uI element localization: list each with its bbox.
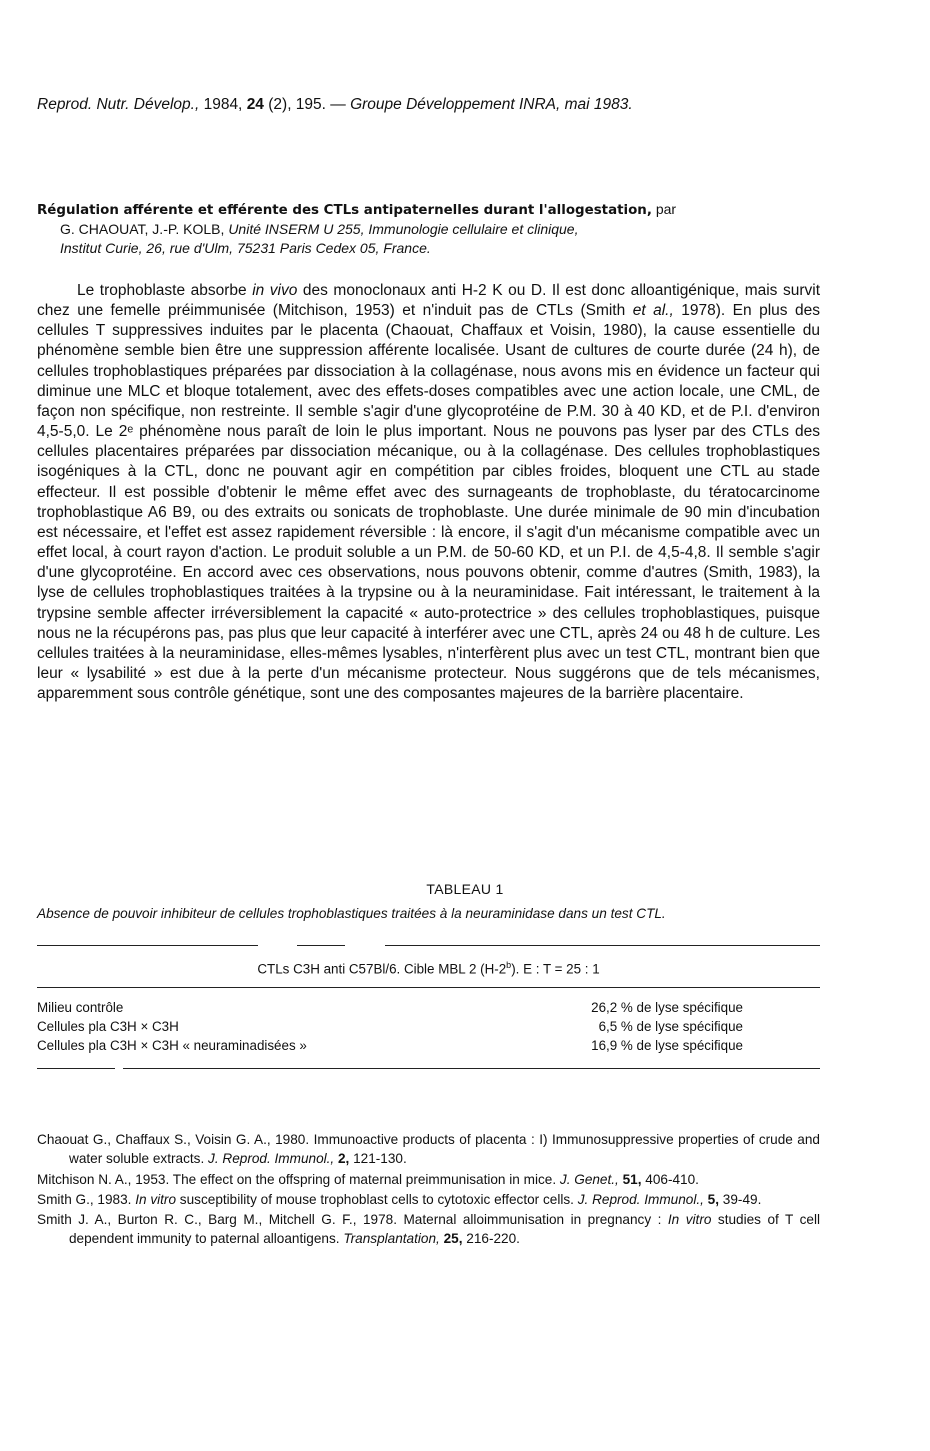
references bbox=[37, 1130, 820, 1250]
affiliation-line-2: Institut Curie, 26, rue d'Ulm, 75231 Paris Cedex 05, France. bbox=[60, 240, 431, 256]
journal-volume: 24 bbox=[246, 96, 264, 113]
ref-pages: 406-410. bbox=[641, 1171, 699, 1187]
article-authors: G. CHAOUAT, J.-P. KOLB, bbox=[60, 221, 225, 237]
body-segment-1: Le trophoblaste absorbe bbox=[77, 282, 253, 299]
ref-authors: Smith J. A., Burton R. C., Barg M., Mitchell G. F., 1978. bbox=[37, 1212, 397, 1228]
table-header-rule bbox=[37, 987, 820, 988]
meeting-name: Groupe Développement INRA, mai 1983. bbox=[350, 96, 633, 113]
article-title-block bbox=[37, 200, 820, 258]
body-italic-et-al: et al., bbox=[632, 302, 674, 320]
ref-authors: Smith G., 1983. bbox=[37, 1191, 132, 1207]
ref-volume: 5, bbox=[703, 1191, 720, 1207]
ref-journal: J. Genet., bbox=[559, 1171, 619, 1187]
article-title: Régulation afférente et efférente des CTLs antipaternelles durant l'allogestation, bbox=[37, 203, 652, 218]
reference-item bbox=[37, 1210, 820, 1249]
table-bottom-rule-right bbox=[123, 1068, 820, 1069]
row-label: Cellules pla C3H × C3H bbox=[37, 1019, 179, 1034]
reference-item bbox=[37, 1190, 820, 1209]
ref-pages: 39-49. bbox=[719, 1191, 762, 1207]
journal-header bbox=[37, 96, 897, 114]
table-top-rule-mid bbox=[297, 945, 345, 946]
row-label: Milieu contrôle bbox=[37, 1000, 124, 1015]
table-header bbox=[37, 960, 820, 976]
table-caption: Absence de pouvoir inhibiteur de cellules trophoblastiques traitées à la neuraminidase dans un test CTL. bbox=[37, 906, 666, 921]
ref-journal: J. Reprod. Immunol., bbox=[208, 1151, 335, 1167]
reference-item bbox=[37, 1130, 820, 1169]
ref-volume: 25, bbox=[439, 1231, 463, 1247]
body-segment-2: des monoclonaux anti H-2 K ou D. Il est donc alloantigénique, mais survit chez une femelle préimmunisée (Mitchison, 1953) et n'induit pas de CTLs (Smith bbox=[37, 282, 820, 320]
journal-issue-pages: (2), 195. — bbox=[268, 96, 346, 113]
ref-volume: 2, bbox=[334, 1151, 350, 1167]
table-header-rest: ). E : T = 25 : 1 bbox=[511, 961, 600, 977]
table-header-sup: b bbox=[506, 960, 512, 970]
table-header-main: CTLs C3H anti C57Bl/6. Cible MBL 2 (H-2 bbox=[257, 961, 507, 977]
ref-text: Immunoactive products of placenta : I) Immunosuppressive properties of crude and water soluble extracts. bbox=[69, 1132, 820, 1167]
ref-text: The effect on the offspring of maternal preimmunisation in mice. bbox=[169, 1171, 560, 1187]
ref-journal: Transplantation, bbox=[343, 1231, 440, 1247]
ref-authors: Chaouat G., Chaffaux S., Voisin G. A., 1980. bbox=[37, 1132, 310, 1147]
ref-text-2: studies of T cell dependent immunity to paternal alloantigens. bbox=[69, 1212, 820, 1247]
ref-volume: 51, bbox=[618, 1171, 642, 1187]
table-row bbox=[37, 1038, 820, 1058]
table-row bbox=[37, 1000, 820, 1020]
ref-italic-lead: In vitro bbox=[131, 1191, 177, 1207]
body-segment-3: 1978). En plus des cellules T suppressives induites par le placenta (Chaouat, Chaffaux et Voisin, 1980), la cause essentielle du phénomène semble bien être une suppression afférente localisée. Usant de cultures de courte durée (24 h), de cellules trophoblastiques préparées par dissociation à la collagénase, nous avons mis en évidence un facteur qui diminue une MLC et bloque totalement, avec des effets-doses compatibles avec une action locale, une CML, de façon non spécifique, non restreinte. Il semble s'agir d'une glycoprotéine de P.M. 30 à 40 KD, et de P.I. d'environ 4,5-5,0. Le 2ᵉ phénomène nous paraît de loin le plus important. Nous ne pouvons pas lyser par des CTLs des cellules placentaires préparées par dissociation mécanique, ou à la collagénase. Des cellules trophoblastiques isogéniques à la CTL, donc ne pouvant agir en compétition par cibles froides, bloquent une CTL au stade effecteur. Il est possible d'obtenir le même effet avec des surnageants de trophoblaste, du tératocarcinome trophoblastique A6 B9, ou des extraits ou sonicats de trophoblaste. Une durée minimale de 90 min d'incubation est nécessaire, et l'effet est assez rapidement réversible : là encore, il s'agit d'un mécanisme compatible avec un effet local, à court rayon d'action. Le produit soluble a un P.M. de 50-60 KD, et un P.I. de 4,5-4,8. Il semble s'agir d'une glycoprotéine. En accord avec ces observations, nous pouvons obtenir, comme d'autres (Smith, 1983), la lyse de cellules trophoblastiques traitées à la trypsine ou à la neuraminidase. Fait intéressant, le traitement à la trypsine semble affecter irréversiblement la capacité « auto-protectrice » des cellules trophoblastiques, puisque nous ne la récupérons pas, pas plus que leur capacité à interférer avec une CTL, après 24 ou 48 h de culture. Les cellules traitées à la neuraminidase, elles-mêmes lysables, n'interfèrent plus avec un test CTL, montrant bien que leur « lysabilité » est due à la perte d'un mécanisme protecteur. Nous suggérons que de tels mécanismes, apparemment sous contrôle génétique, sont une des composantes majeures de la barrière placentaire. bbox=[37, 302, 820, 703]
journal-year: 1984, bbox=[203, 96, 243, 113]
row-value: 26,2 % de lyse spécifique bbox=[591, 1000, 743, 1015]
article-body bbox=[37, 281, 820, 704]
ref-pages: 216-220. bbox=[462, 1231, 520, 1247]
row-value: 16,9 % de lyse spécifique bbox=[591, 1038, 743, 1053]
ref-authors: Mitchison N. A., 1953. bbox=[37, 1171, 170, 1187]
ref-text: Maternal alloimmunisation in pregnancy : bbox=[396, 1212, 668, 1228]
table-top-rule-left bbox=[37, 945, 258, 946]
table-title: TABLEAU 1 bbox=[426, 881, 504, 897]
table-row bbox=[37, 1019, 820, 1039]
table-top-rule-right bbox=[385, 945, 820, 946]
ref-italic-mid: In vitro bbox=[667, 1212, 712, 1228]
affiliation-line-1: Unité INSERM U 255, Immunologie cellulaire et clinique, bbox=[228, 221, 579, 237]
row-value: 6,5 % de lyse spécifique bbox=[598, 1019, 743, 1034]
par-word: par bbox=[655, 201, 677, 217]
body-italic-in-vivo: in vivo bbox=[252, 282, 298, 299]
journal-name: Reprod. Nutr. Dévelop., bbox=[37, 96, 200, 113]
ref-pages: 121-130. bbox=[349, 1151, 407, 1167]
table-bottom-rule-left bbox=[37, 1068, 115, 1069]
reference-item bbox=[37, 1170, 820, 1189]
ref-text: susceptibility of mouse trophoblast cells to cytotoxic effector cells. bbox=[176, 1191, 578, 1207]
ref-journal: J. Reprod. Immunol., bbox=[577, 1191, 704, 1207]
row-label: Cellules pla C3H × C3H « neuraminadisées » bbox=[37, 1038, 307, 1053]
